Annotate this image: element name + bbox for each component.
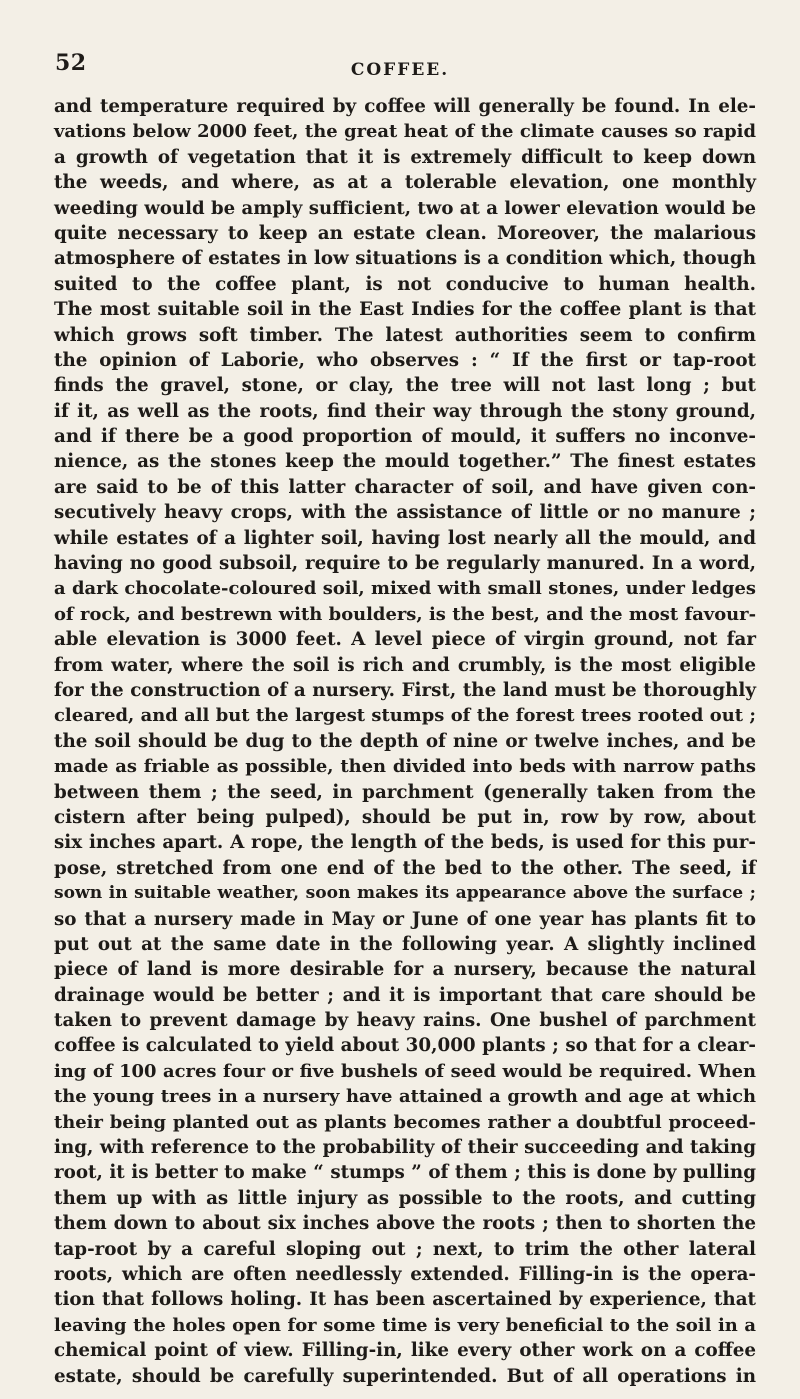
text-line: tap-root by a careful sloping out ; next, to trim the other lateral	[54, 1238, 756, 1260]
text-line: six inches apart. A rope, the length of the beds, is used for this pur-	[54, 832, 756, 854]
text-line: put out at the same date in the following year. A slightly inclined	[54, 933, 756, 955]
text-line: quite necessary to keep an estate clean. Moreover, the malarious	[54, 222, 756, 244]
text-line: root, it is better to make “ stumps ” of them ; this is done by pulling	[54, 1162, 756, 1184]
body-text	[54, 94, 756, 1389]
text-line: from water, where the soil is rich and crumbly, is the most eligible	[54, 654, 756, 676]
text-line: estate, should be carefully superintended. But of all operations in	[54, 1365, 756, 1387]
text-line: taken to prevent damage by heavy rains. One bushel of parchment	[54, 1010, 756, 1032]
text-line: the weeds, and where, as at a tolerable elevation, one monthly	[54, 172, 756, 194]
text-line: having no good subsoil, require to be regularly manured. In a word,	[54, 553, 756, 575]
text-line: tion that follows holing. It has been ascertained by experience, that	[54, 1289, 756, 1311]
text-line: made as friable as possible, then divided into beds with narrow paths	[54, 756, 756, 778]
text-line: vations below 2000 feet, the great heat of the climate causes so rapid	[54, 121, 756, 143]
text-line: between them ; the seed, in parchment (generally taken from the	[54, 781, 756, 803]
text-line: ing, with reference to the probability of their succeeding and taking	[54, 1137, 756, 1159]
text-line: leaving the holes open for some time is very beneficial to the soil in a	[54, 1314, 756, 1336]
text-line: weeding would be amply sufficient, two at a lower elevation would be	[54, 197, 756, 219]
text-line: them down to about six inches above the roots ; then to shorten the	[54, 1213, 756, 1235]
text-line: The most suitable soil in the East Indies for the coffee plant is that	[54, 299, 756, 321]
running-head: COFFEE.	[350, 60, 450, 80]
text-line: so that a nursery made in May or June of one year has plants fit to	[54, 908, 756, 930]
text-line: the young trees in a nursery have attained a growth and age at which	[54, 1086, 756, 1108]
text-line: drainage would be better ; and it is important that care should be	[54, 984, 756, 1006]
text-line: them up with as little injury as possible to the roots, and cutting	[54, 1187, 756, 1209]
text-line: for the construction of a nursery. First, the land must be thoroughly	[54, 679, 756, 701]
text-line: cleared, and all but the largest stumps of the forest trees rooted out ;	[54, 705, 756, 727]
text-line: a dark chocolate-coloured soil, mixed with small stones, under ledges	[54, 578, 756, 600]
text-line: the soil should be dug to the depth of nine or twelve inches, and be	[54, 730, 756, 752]
text-line: of rock, and bestrewn with boulders, is the best, and the most favour-	[54, 603, 756, 625]
text-line: are said to be of this latter character of soil, and have given con-	[54, 476, 756, 498]
text-line: nience, as the stones keep the mould together.” The finest estates	[54, 451, 756, 473]
text-line: finds the gravel, stone, or clay, the tree will not last long ; but	[54, 375, 756, 397]
text-line: and if there be a good proportion of mould, it suffers no inconve-	[54, 426, 756, 448]
text-line: pose, stretched from one end of the bed to the other. The seed, if	[54, 857, 756, 879]
text-line: sown in suitable weather, soon makes its appearance above the surface ;	[54, 883, 756, 904]
text-line: piece of land is more desirable for a nursery, because the natural	[54, 959, 756, 981]
text-line: a growth of vegetation that it is extremely difficult to keep down	[54, 146, 756, 168]
text-line: if it, as well as the roots, find their way through the stony ground,	[54, 400, 756, 422]
text-line: their being planted out as plants becomes rather a doubtful proceed-	[54, 1111, 756, 1133]
text-line: able elevation is 3000 feet. A level piece of virgin ground, not far	[54, 629, 756, 651]
text-line: secutively heavy crops, with the assistance of little or no manure ;	[54, 502, 756, 524]
text-line: atmosphere of estates in low situations is a condition which, though	[54, 248, 756, 270]
text-line: and temperature required by coffee will generally be found. In ele-	[54, 96, 756, 117]
text-line: roots, which are often needlessly extended. Filling-in is the opera-	[54, 1263, 756, 1285]
page-number: 52	[55, 50, 87, 76]
text-line: ing of 100 acres four or five bushels of seed would be required. When	[54, 1060, 756, 1082]
text-line: chemical point of view. Filling-in, like every other work on a coffee	[54, 1340, 756, 1362]
text-line: coffee is calculated to yield about 30,000 plants ; so that for a clear-	[54, 1035, 756, 1057]
text-line: cistern after being pulped), should be put in, row by row, about	[54, 806, 756, 828]
text-line: while estates of a lighter soil, having lost nearly all the mould, and	[54, 527, 756, 549]
text-line: which grows soft timber. The latest authorities seem to confirm	[54, 324, 756, 346]
text-line: suited to the coffee plant, is not conducive to human health.	[54, 273, 756, 295]
text-line: the opinion of Laborie, who observes : “ If the first or tap-root	[54, 349, 756, 371]
